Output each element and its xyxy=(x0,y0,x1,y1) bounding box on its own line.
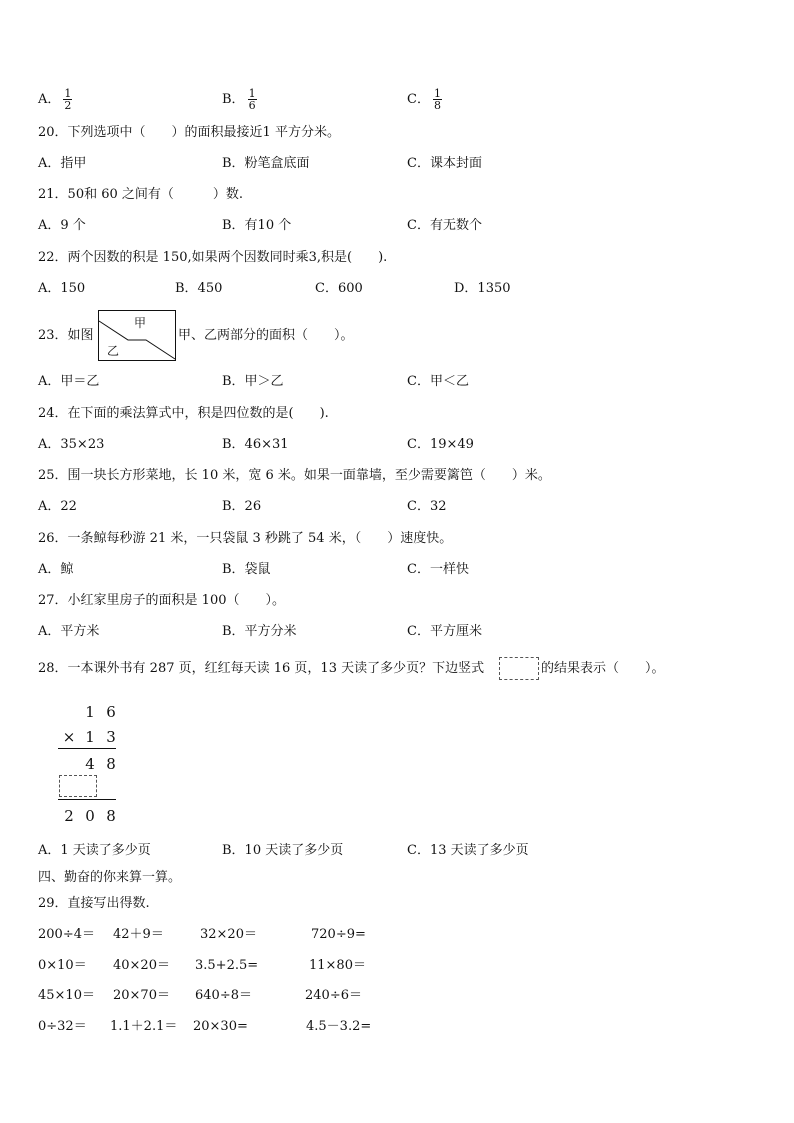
q23-option-b[interactable]: B．甲＞乙 xyxy=(222,374,284,389)
question-27-stem: 27．小红家里房子的面积是 100（ ）。 xyxy=(38,593,285,608)
question-28-suffix: 的结果表示（ ）。 xyxy=(541,661,665,676)
q23-option-c[interactable]: C．甲＜乙 xyxy=(407,374,469,389)
q23-option-a[interactable]: A．甲＝乙 xyxy=(38,374,100,389)
rule-line xyxy=(58,799,116,800)
mental-math-item: 11×80＝ xyxy=(309,958,366,973)
mental-math-item: 42＋9＝ xyxy=(113,927,164,942)
q28-option-c[interactable]: C．13 天读了多少页 xyxy=(407,843,529,858)
section-title: 四、勤奋的你来算一算。 xyxy=(38,870,182,885)
mental-math-item: 1.1＋2.1＝ xyxy=(110,1019,178,1034)
digit: 3 xyxy=(106,728,116,746)
q28-option-a[interactable]: A．1 天读了多少页 xyxy=(38,843,151,858)
q24-option-a[interactable]: A．35×23 xyxy=(38,437,105,452)
q22-option-c[interactable]: C．600 xyxy=(315,281,363,296)
q20-option-a[interactable]: A．指甲 xyxy=(38,156,87,171)
q25-option-c[interactable]: C．32 xyxy=(407,499,447,514)
q21-option-a[interactable]: A．9 个 xyxy=(38,218,86,233)
q22-option-d[interactable]: D．1350 xyxy=(454,281,511,296)
mental-math-item: 640÷8＝ xyxy=(195,988,252,1003)
mental-math-item: 32×20＝ xyxy=(200,927,257,942)
question-23-prefix: 23．如图 xyxy=(38,328,94,343)
digit: 2 xyxy=(64,807,74,825)
q22-option-a[interactable]: A．150 xyxy=(38,281,86,296)
question-20-stem: 20．下列选项中（ ）的面积最接近1 平方分米。 xyxy=(38,125,340,140)
dashed-partial-product-box xyxy=(59,775,97,797)
vertical-multiplication xyxy=(58,703,128,828)
question-28-prefix: 28．一本课外书有 287 页，红红每天读 16 页，13 天读了多少页？下边竖式 xyxy=(38,661,485,676)
q28-option-b[interactable]: B．10 天读了多少页 xyxy=(222,843,344,858)
question-29-stem: 29．直接写出得数. xyxy=(38,896,150,911)
q20-option-b[interactable]: B．粉笔盒底面 xyxy=(222,156,310,171)
digit: 1 xyxy=(85,728,95,746)
q19-option-a[interactable]: A． $\frac{1}{2}$ xyxy=(38,87,72,112)
q22-option-b[interactable]: B．450 xyxy=(175,281,223,296)
digit: 8 xyxy=(106,755,116,773)
q24-option-c[interactable]: C．19×49 xyxy=(407,437,474,452)
q23-figure xyxy=(98,310,176,361)
mental-math-item: 200÷4＝ xyxy=(38,927,95,942)
fraction: $\frac{1}{2}$ xyxy=(64,87,72,112)
question-22-stem: 22．两个因数的积是 150,如果两个因数同时乘3,积是( ). xyxy=(38,250,388,265)
digit: 6 xyxy=(106,703,116,721)
q26-option-c[interactable]: C．一样快 xyxy=(407,562,469,577)
q20-option-c[interactable]: C．课本封面 xyxy=(407,156,482,171)
q21-option-c[interactable]: C．有无数个 xyxy=(407,218,482,233)
digit: 8 xyxy=(106,807,116,825)
mental-math-item: 0×10＝ xyxy=(38,958,87,973)
digit: 1 xyxy=(85,703,95,721)
mental-math-item: 720÷9= xyxy=(311,927,366,942)
q24-option-b[interactable]: B．46×31 xyxy=(222,437,289,452)
q26-option-b[interactable]: B．袋鼠 xyxy=(222,562,271,577)
q21-option-b[interactable]: B．有10 个 xyxy=(222,218,292,233)
fraction: $\frac{1}{6}$ xyxy=(248,87,256,112)
mental-math-item: 4.5－3.2= xyxy=(306,1019,372,1034)
mental-math-item: 240÷6＝ xyxy=(305,988,362,1003)
question-26-stem: 26．一条鲸每秒游 21 米，一只袋鼠 3 秒跳了 54 米，（ ）速度快。 xyxy=(38,531,453,546)
mental-math-item: 20×70＝ xyxy=(113,988,170,1003)
mental-math-item: 3.5+2.5= xyxy=(195,958,259,973)
q25-option-a[interactable]: A．22 xyxy=(38,499,77,514)
digit: 0 xyxy=(85,807,95,825)
q27-option-c[interactable]: C．平方厘米 xyxy=(407,624,482,639)
question-21-stem: 21．50和 60 之间有（ ）数. xyxy=(38,187,244,202)
mental-math-item: 40×20＝ xyxy=(113,958,170,973)
figure-label-top: 甲 xyxy=(134,316,147,330)
q19-option-c[interactable]: C． $\frac{1}{8}$ xyxy=(407,87,441,112)
q25-option-b[interactable]: B．26 xyxy=(222,499,262,514)
question-24-stem: 24．在下面的乘法算式中，积是四位数的是( ). xyxy=(38,406,329,421)
q19-option-b[interactable]: B． $\frac{1}{6}$ xyxy=(222,87,256,112)
question-23-suffix: 甲、乙两部分的面积（ ）。 xyxy=(178,328,354,343)
q27-option-a[interactable]: A．平方米 xyxy=(38,624,100,639)
mental-math-item: 45×10＝ xyxy=(38,988,95,1003)
q26-option-a[interactable]: A．鲸 xyxy=(38,562,74,577)
q27-option-b[interactable]: B．平方分米 xyxy=(222,624,297,639)
dashed-answer-box xyxy=(499,657,539,680)
figure-label-bottom: 乙 xyxy=(107,344,120,358)
mental-math-item: 0÷32＝ xyxy=(38,1019,87,1034)
times-sign: × xyxy=(62,728,76,746)
question-25-stem: 25．围一块长方形菜地，长 10 米，宽 6 米。如果一面靠墙，至少需要篱笆（ ）米。 xyxy=(38,468,551,483)
mental-math-item: 20×30= xyxy=(193,1019,248,1034)
digit: 4 xyxy=(85,755,95,773)
fraction: $\frac{1}{8}$ xyxy=(433,87,441,112)
rule-line xyxy=(58,748,116,749)
